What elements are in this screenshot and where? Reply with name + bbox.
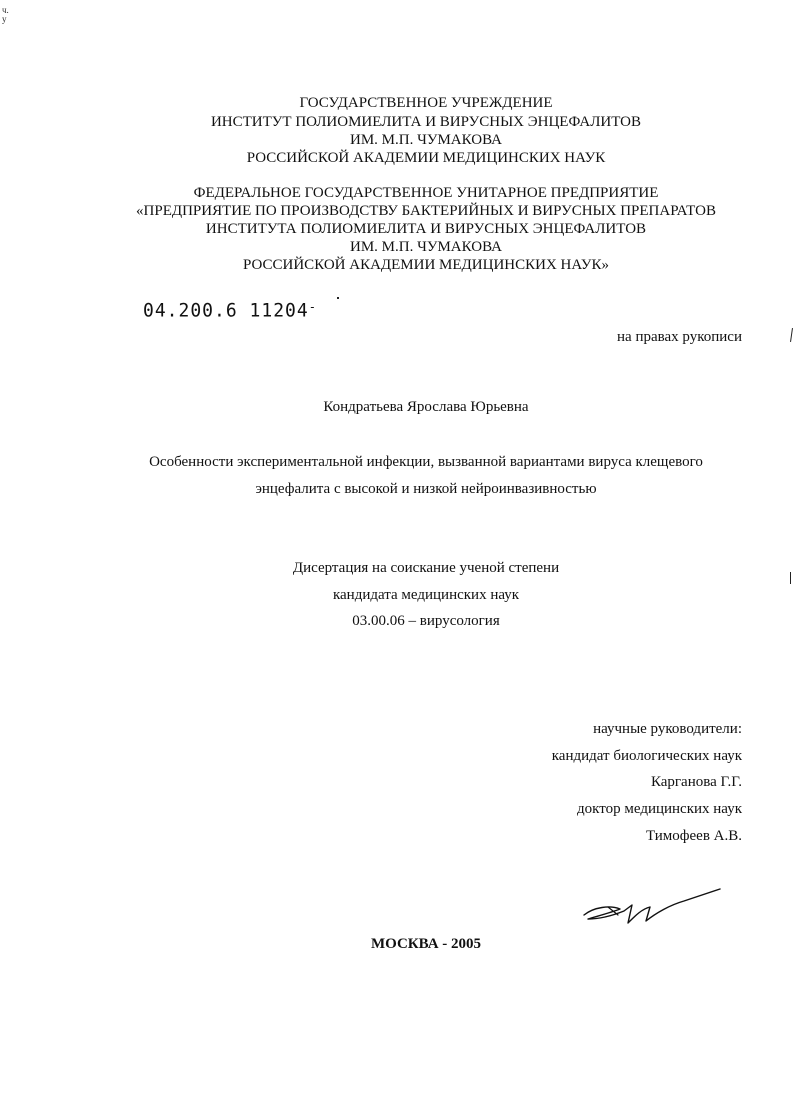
degree-line-1: Дисертация на соискание ученой степени (292, 560, 560, 576)
institution-2-line-1: ФЕДЕРАЛЬНОЕ ГОСУДАРСТВЕННОЕ УНИТАРНОЕ ПРЕДПРИЯТИЕ (193, 185, 659, 201)
supervisor-1-name: Карганова Г.Г. (650, 774, 742, 790)
institution-1-line-4: РОССИЙСКОЙ АКАДЕМИИ МЕДИЦИНСКИХ НАУК (246, 150, 606, 166)
institution-2-line-2: «ПРЕДПРИЯТИЕ ПО ПРОИЗВОДСТВУ БАКТЕРИЙНЫХ И ВИРУСНЫХ ПРЕПАРАТОВ (136, 203, 716, 219)
institution-2-line-5: РОССИЙСКОЙ АКАДЕМИИ МЕДИЦИНСКИХ НАУК» (242, 257, 610, 273)
author-name: Кондратьева Ярослава Юрьевна (323, 399, 529, 415)
title-line-1: Особенности экспериментальной инфекции, вызванной вариантами вируса клещевого (149, 454, 703, 470)
signature (580, 885, 725, 935)
manuscript-rights: на правах рукописи (617, 329, 742, 345)
institution-2-line-4: ИМ. М.П. ЧУМАКОВА (350, 239, 502, 255)
registration-number: 04.200.6 11204 (143, 299, 309, 322)
supervisor-1-degree: кандидат биологических наук (551, 748, 742, 764)
institution-2-line-3: ИНСТИТУТА ПОЛИОМИЕЛИТА И ВИРУСНЫХ ЭНЦЕФАЛИТОВ (205, 221, 647, 237)
title-line-2: энцефалита с высокой и низкой нейроинвазивностью (255, 481, 597, 497)
registration-stamp: 04.200.6 11204- (143, 299, 317, 322)
degree-line-3: 03.00.06 – вирусология (352, 613, 500, 629)
degree-line-2: кандидата медицинских наук (332, 587, 520, 603)
supervisors-heading: научные руководители: (593, 721, 742, 737)
institution-1-line-3: ИМ. М.П. ЧУМАКОВА (350, 132, 502, 148)
supervisor-2-degree: доктор медицинских наук (577, 801, 742, 817)
corner-mark: ч. у (2, 5, 9, 24)
institution-1-line-2: ИНСТИТУТ ПОЛИОМИЕЛИТА И ВИРУСНЫХ ЭНЦЕФАЛИТОВ (210, 114, 642, 130)
supervisor-2-name: Тимофеев А.В. (645, 828, 742, 844)
city-year: МОСКВА - 2005 (370, 936, 482, 952)
institution-1-line-1: ГОСУДАРСТВЕННОЕ УЧРЕЖДЕНИЕ (299, 95, 553, 111)
